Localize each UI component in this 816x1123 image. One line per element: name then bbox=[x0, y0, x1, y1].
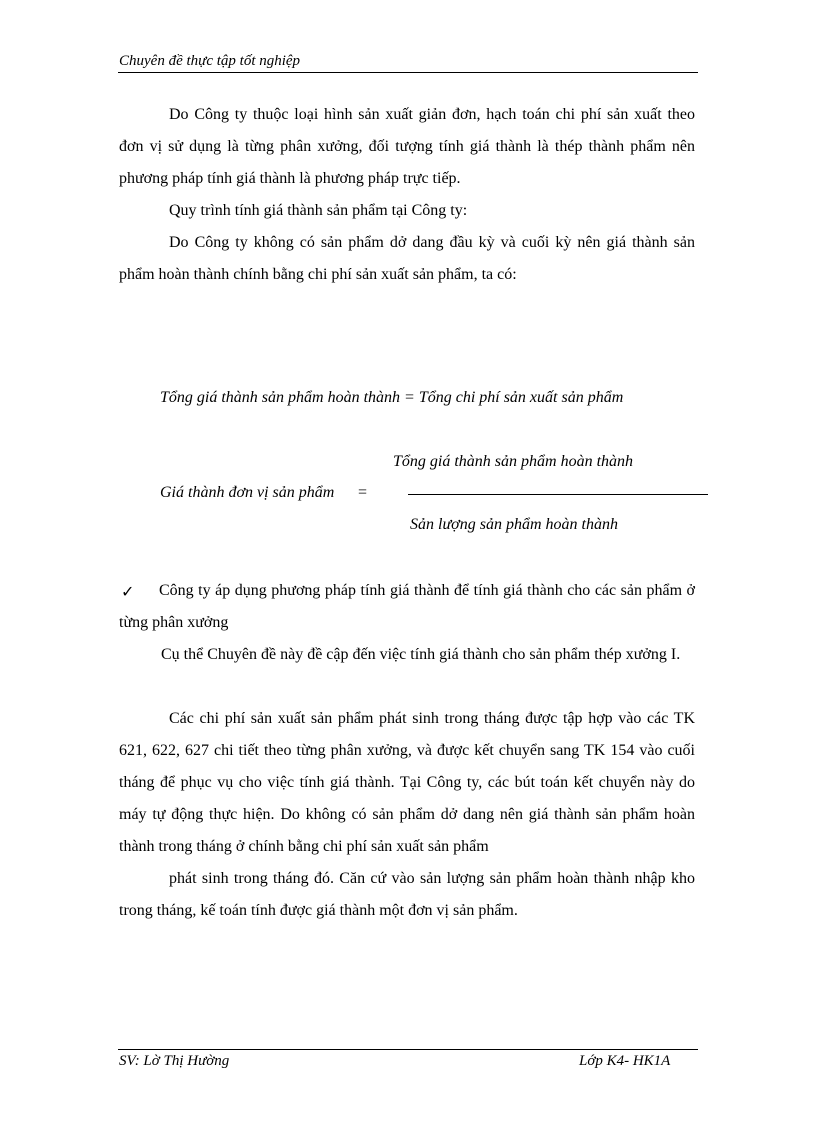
paragraph-4 bbox=[119, 639, 695, 671]
bullet-text: Công ty áp dụng phương pháp tính giá thành để tính giá thành cho các sản phẩm ở từng phân xưởng bbox=[119, 582, 695, 631]
formula-unit-cost-label: Giá thành đơn vị sản phẩm bbox=[160, 484, 335, 501]
header-rule bbox=[118, 72, 698, 73]
paragraph-3 bbox=[119, 227, 695, 291]
paragraph-1-text: Do Công ty thuộc loại hình sản xuất giản đơn, hạch toán chi phí sản xuất theo đơn vị sử dụng là từng phân xưởng, đối tượng tính giá thành là thép thành phẩm nên phương pháp tính giá thành là phương pháp trực tiếp. bbox=[119, 106, 695, 187]
fraction-bar bbox=[408, 494, 708, 495]
paragraph-5 bbox=[119, 703, 695, 863]
paragraph-2 bbox=[119, 195, 695, 227]
paragraph-6-text: phát sinh trong tháng đó. Căn cứ vào sản lượng sản phẩm hoàn thành nhập kho trong tháng, kế toán tính được giá thành một đơn vị sản phẩm. bbox=[119, 870, 695, 919]
formula-equals-sign: = bbox=[358, 484, 368, 501]
footer-class: Lớp K4- HK1A bbox=[579, 1053, 671, 1069]
formula-total-cost: Tổng giá thành sản phẩm hoàn thành = Tổng chi phí sản xuất sản phẩm bbox=[160, 389, 624, 406]
footer-student: SV: Lờ Thị Hường bbox=[119, 1053, 230, 1069]
checkmark-icon: ✓ bbox=[121, 584, 135, 601]
paragraph-4-text: Cụ thể Chuyên đề này đề cập đến việc tính giá thành cho sản phẩm thép xưởng I. bbox=[161, 646, 681, 663]
footer-rule bbox=[118, 1049, 698, 1050]
formula-denominator: Sản lượng sản phẩm hoàn thành bbox=[410, 516, 618, 533]
paragraph-6 bbox=[119, 863, 695, 927]
paragraph-5-text: Các chi phí sản xuất sản phẩm phát sinh trong tháng được tập hợp vào các TK 621, 622, 627 chi tiết theo từng phân xưởng, và được kết chuyển sang TK 154 vào cuối tháng để phục vụ cho việc tính giá thành. Tại Công ty, các bút toán kết chuyển này do máy tự động thực hiện. Do không có sản phẩm dở dang nên giá thành sản phẩm hoàn thành trong tháng ở chính bằng chi phí sản xuất sản phẩm bbox=[119, 710, 695, 855]
bullet-paragraph bbox=[119, 575, 695, 639]
page-header-title: Chuyên đề thực tập tốt nghiệp bbox=[119, 53, 301, 69]
paragraph-1 bbox=[119, 99, 695, 195]
paragraph-2-text: Quy trình tính giá thành sản phẩm tại Công ty: bbox=[169, 202, 468, 219]
formula-numerator: Tổng giá thành sản phẩm hoàn thành bbox=[393, 453, 634, 470]
paragraph-3-text: Do Công ty không có sản phẩm dở dang đầu kỳ và cuối kỳ nên giá thành sản phẩm hoàn thành chính bằng chi phí sản xuất sản phẩm, ta có: bbox=[119, 234, 695, 283]
